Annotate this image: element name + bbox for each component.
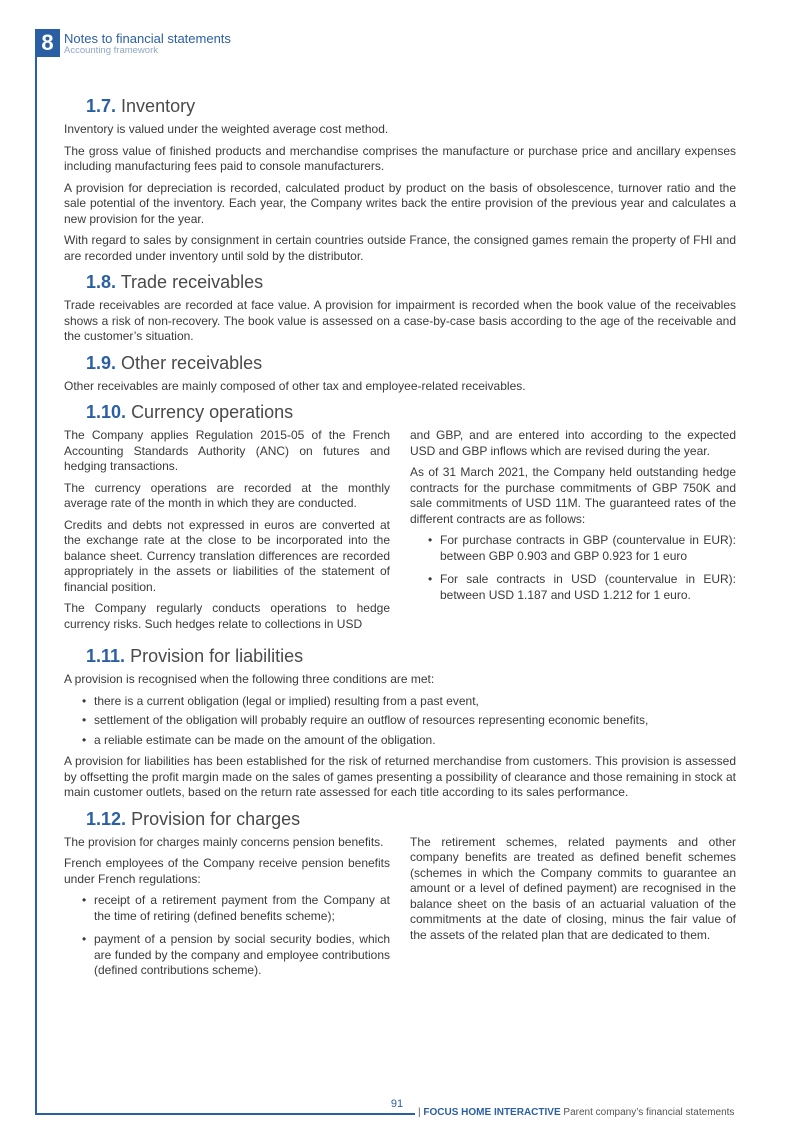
section-number: 1.11. <box>86 646 126 666</box>
section-number: 1.12. <box>86 808 127 829</box>
two-column-text <box>64 428 736 638</box>
section-heading <box>64 353 736 374</box>
section-title: Currency operations <box>131 402 294 422</box>
paragraph: The currency operations are recorded at the monthly average rate of the month in which they are conducted. <box>64 480 390 510</box>
bullet-list <box>64 893 390 979</box>
list-item: • a reliable estimate can be made on the amount of the obligation. <box>94 733 736 749</box>
section-heading <box>64 96 736 117</box>
paragraph: French employees of the Company receive pension benefits under French regulations: <box>64 856 390 886</box>
page-content <box>64 96 736 995</box>
page-number: 91 <box>390 1098 404 1110</box>
section-inventory <box>64 96 736 264</box>
list-item: • For purchase contracts in GBP (countervalue in EUR): between GBP 0.903 and GBP 0.923 for 1 euro <box>440 533 736 564</box>
section-heading <box>64 402 736 423</box>
bullet-list <box>64 694 736 749</box>
column-left <box>64 428 390 638</box>
column-left <box>64 835 390 987</box>
paragraph: and GBP, and are entered into according to the expected USD and GBP inflows which are revised during the year. <box>410 428 736 458</box>
paragraph: Inventory is valued under the weighted average cost method. <box>64 122 389 136</box>
paragraph: Trade receivables are recorded at face value. A provision for impairment is recorded when the book value of the receivables shows a risk of non-recovery. The book value is assessed on a case-by-case basis according to the age of the receivable and the customer’s situation. <box>64 298 736 343</box>
section-number: 1.9. <box>86 352 117 373</box>
section-number: 1.7. <box>86 96 117 116</box>
paragraph: The Company regularly conducts operations to hedge currency risks. Such hedges relate to collections in USD <box>64 601 390 631</box>
section-heading <box>64 646 736 667</box>
list-item: • there is a current obligation (legal or implied) resulting from a past event, <box>94 694 736 710</box>
paragraph: As of 31 March 2021, the Company held outstanding hedge contracts for the purchase commitments of GBP 750K and sale commitments of USD 11M. The guaranteed rates of the different contracts are as follows: <box>410 465 736 526</box>
paragraph: A provision for liabilities has been established for the risk of returned merchandise from customers. This provision is assessed by offsetting the profit margin made on the sales of games presenting a possibility of clearance and those remaining in stock at main customer outlets, based on the return rate assessed for each title according to its sales performance. <box>64 754 736 799</box>
section-title: Provision for liabilities <box>130 646 304 666</box>
footer <box>418 1107 734 1118</box>
page-frame-left <box>35 50 37 1114</box>
section-title: Trade receivables <box>120 272 264 292</box>
two-column-text <box>64 835 736 987</box>
section-number: 1.8. <box>86 272 117 292</box>
header-title: Notes to financial statements <box>64 31 231 46</box>
list-item: • receipt of a retirement payment from the Company at the time of retiring (defined benefits scheme); <box>94 893 390 924</box>
page-frame-bottom <box>35 1113 415 1115</box>
section-currency-operations <box>64 402 736 638</box>
paragraph: With regard to sales by consignment in certain countries outside France, the consigned games remain the property of FHI and are recorded under inventory until sold by the distributor. <box>64 233 736 263</box>
paragraph: Credits and debts not expressed in euros are converted at the exchange rate at the close to be incorporated into the balance sheet. Currency translation differences are recorded appropriately in the assets or liabilities of the statement of financial position. <box>64 517 390 594</box>
paragraph: The gross value of finished products and merchandise comprises the manufacture or purchase price and ancillary expenses including manufacturing fees paid to console manufacturers. <box>64 143 736 173</box>
footer-brand: FOCUS HOME INTERACTIVE <box>423 1107 561 1118</box>
section-heading <box>64 809 736 830</box>
list-item: • settlement of the obligation will probably require an outflow of resources representing economic benefits, <box>94 713 736 729</box>
list-item: • For sale contracts in USD (countervalue in EUR): between USD 1.187 and USD 1.212 for 1 euro. <box>440 572 736 603</box>
section-number: 1.10. <box>86 402 127 422</box>
paragraph: A provision is recognised when the following three conditions are met: <box>64 672 435 686</box>
paragraph: The provision for charges mainly concerns pension benefits. <box>64 834 384 849</box>
paragraph: Other receivables are mainly composed of other tax and employee-related receivables. <box>64 378 526 393</box>
paragraph: The Company applies Regulation 2015-05 of the French Accounting Standards Authority (ANC) on futures and hedging transactions. <box>64 428 390 473</box>
paragraph: A provision for depreciation is recorded, calculated product by product on the basis of obsolescence, turnover ratio and the sale potential of the inventory. Each year, the Company writes back the entire provision of the previous year and calculates a new provision for the year. <box>64 180 736 226</box>
list-item: • payment of a pension by social security bodies, which are funded by the company and employee contributions (defined contributions scheme). <box>94 932 390 979</box>
header-subtitle: Accounting framework <box>64 45 158 56</box>
footer-divider: | <box>418 1107 421 1118</box>
paragraph: The retirement schemes, related payments and other company benefits are treated as defined benefit schemes (schemes in which the Company commits to guarantee an amount or a level of defined payment) are recognised in the balance sheet on the basis of an actuarial valuation of the commitments at the date of closing, minus the fair value of the assets of the related plan that are dedicated to them. <box>410 834 736 942</box>
footer-text: Parent company’s financial statements <box>563 1107 735 1118</box>
bullet-list <box>410 533 736 603</box>
column-right <box>410 428 736 638</box>
section-title: Other receivables <box>121 352 263 373</box>
section-other-receivables <box>64 353 736 395</box>
section-provision-liabilities <box>64 646 736 801</box>
section-provision-charges <box>64 809 736 987</box>
section-title: Inventory <box>121 96 196 116</box>
chapter-number: 8 <box>35 29 60 57</box>
section-title: Provision for charges <box>131 808 301 829</box>
section-trade-receivables <box>64 272 736 345</box>
column-right <box>410 835 736 987</box>
section-heading <box>64 272 736 293</box>
